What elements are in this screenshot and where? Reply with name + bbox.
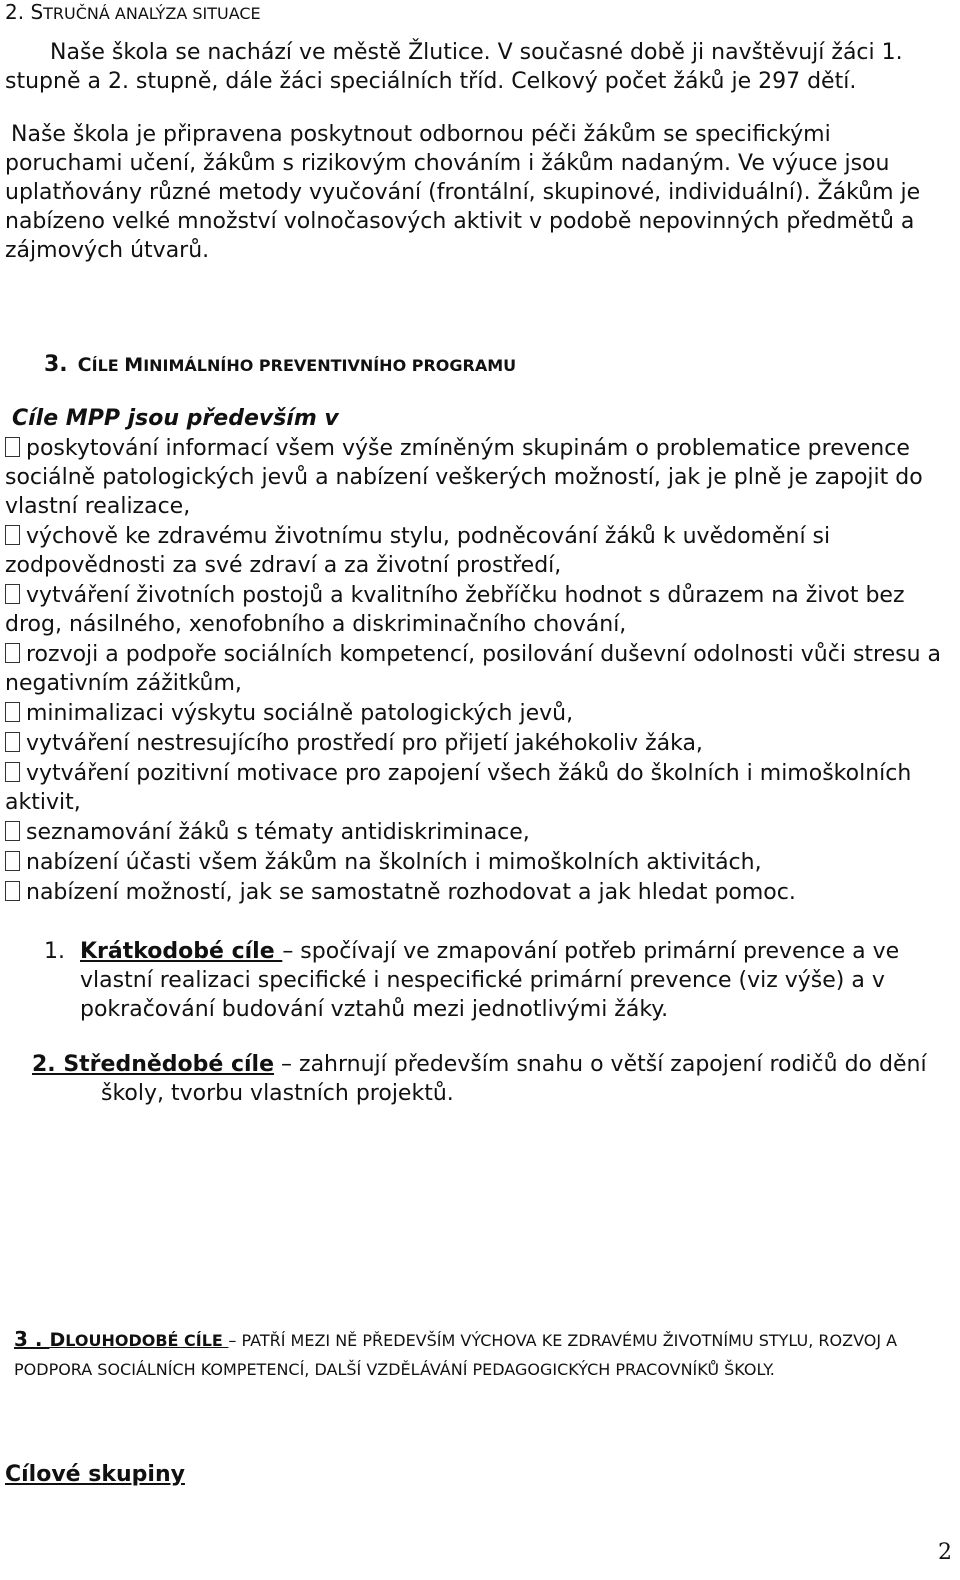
section-2-title-initial: S (30, 0, 44, 24)
section-3-number: 3. (44, 352, 68, 377)
mid-term-goals (5, 1050, 955, 1108)
long-term-goals (14, 1325, 944, 1384)
section-3-cap-c: C (77, 354, 92, 376)
long-term-goals-title-rest: LOUHODOBÉ CÍLE (65, 1331, 229, 1350)
list-item: seznamování žáků s tématy antidiskriminace, (5, 818, 955, 847)
bullet-box-icon (5, 702, 20, 722)
mid-term-goals-text-b: školy, tvorbu vlastních projektů. (101, 1081, 454, 1106)
list-item: nabízení možností, jak se samostatně rozhodovat a jak hledat pomoc. (5, 878, 955, 907)
section-3-heading (44, 352, 516, 377)
bullet-box-icon (5, 525, 20, 545)
situation-text-1: Naše škola se nachází ve městě Žlutice. V současné době ji navštěvují žáci 1. stupně a 2. stupně, dále žáci speciálních tříd. Celkový počet žáků je 297 dětí. (5, 40, 903, 94)
list-item: minimalizaci výskytu sociálně patologických jevů, (5, 699, 955, 728)
short-term-goals-number: 1. (44, 939, 65, 964)
short-term-goals-text: – spočívají ve zmapování potřeb primární prevence a ve vlastní realizaci specifické i nespecifické primární prevence (viz výše) a v pokračování budování vztahů mezi jednotlivými žáky. (80, 939, 900, 1022)
list-item: vytváření pozitivní motivace pro zapojení všech žáků do školních i mimoškolních aktivit, (5, 761, 912, 815)
section-3-cap-m: M (124, 354, 144, 376)
list-item: rozvoji a podpoře sociálních kompetencí, posilování duševní odolnosti vůči stresu a negativním zážitkům, (5, 642, 942, 696)
list-item: vytváření životních postojů a kvalitního žebříčku hodnot s důrazem na život bez drog, násilného, xenofobního a diskriminačního chování, (5, 583, 905, 637)
section-2-heading (5, 0, 261, 26)
bullet-box-icon (5, 437, 20, 457)
situation-text-2: Naše škola je připravena poskytnout odbornou péči žákům se specifickými poruchami učení, žákům s rizikovým chováním i žákům nadaným. Ve výuce jsou uplatňovány různé metody vyučování (frontální, skupinové, individuální). Žákům je nabízeno velké množství volnočasových aktivit v podobě nepovinných předmětů a zájmových útvarů. (5, 122, 921, 263)
long-term-goals-title-initial: D (49, 1329, 66, 1351)
list-item: výchově ke zdravému životnímu stylu, podněcování žáků k uvědomění si zodpovědnosti za své zdraví a za životní prostředí, (5, 524, 831, 578)
bullet-box-icon (5, 762, 20, 782)
situation-paragraph-1 (5, 38, 955, 96)
bullet-box-icon (5, 584, 20, 604)
bullet-box-icon (5, 643, 20, 663)
section-2-title-rest: TRUČNÁ ANALÝZA SITUACE (43, 4, 261, 23)
target-groups-heading: Cílové skupiny (5, 1462, 185, 1487)
page-number: 2 (938, 1540, 952, 1565)
mpp-goals-list (5, 434, 955, 908)
bullet-box-icon (5, 821, 20, 841)
situation-paragraph-2 (5, 120, 955, 265)
bullet-box-icon (5, 732, 20, 752)
bullet-box-icon (5, 881, 20, 901)
short-term-goals-title: Krátkodobé cíle (80, 939, 283, 964)
long-term-goals-text: – PATŘÍ MEZI NĚ PŘEDEVŠÍM VÝCHOVA KE ZDRAVÉMU ŽIVOTNÍMU STYLU, ROZVOJ A PODPORA SOCIÁLNÍCH KOMPETENCÍ, DALŠÍ VZDĚLÁVÁNÍ PEDAGOGICKÝCH PRACOVNÍKŮ ŠKOLY. (14, 1331, 898, 1379)
list-item: nabízení účasti všem žákům na školních i mimoškolních aktivitách, (5, 848, 955, 877)
mid-term-goals-text-a: – zahrnují především snahu o větší zapojení rodičů do dění (274, 1052, 927, 1077)
list-item: vytváření nestresujícího prostředí pro přijetí jakéhokoliv žáka, (5, 729, 955, 758)
short-term-goals (44, 937, 954, 1024)
long-term-goals-number: 3 . (14, 1327, 50, 1351)
section-3-rest-1: ÍLE (91, 356, 125, 375)
bullet-box-icon (5, 851, 20, 871)
list-item: poskytování informací všem výše zmíněným skupinám o problematice prevence sociálně patologických jevů a nabízení veškerých možností, jak je plně je zapojit do vlastní realizace, (5, 436, 923, 519)
mid-term-goals-title: 2. Střednědobé cíle (32, 1052, 275, 1077)
section-3-rest-2: INIMÁLNÍHO PREVENTIVNÍHO PROGRAMU (143, 356, 517, 375)
mpp-goals-title: Cíle MPP jsou především v (12, 406, 339, 431)
section-2-number: 2. (5, 0, 25, 24)
